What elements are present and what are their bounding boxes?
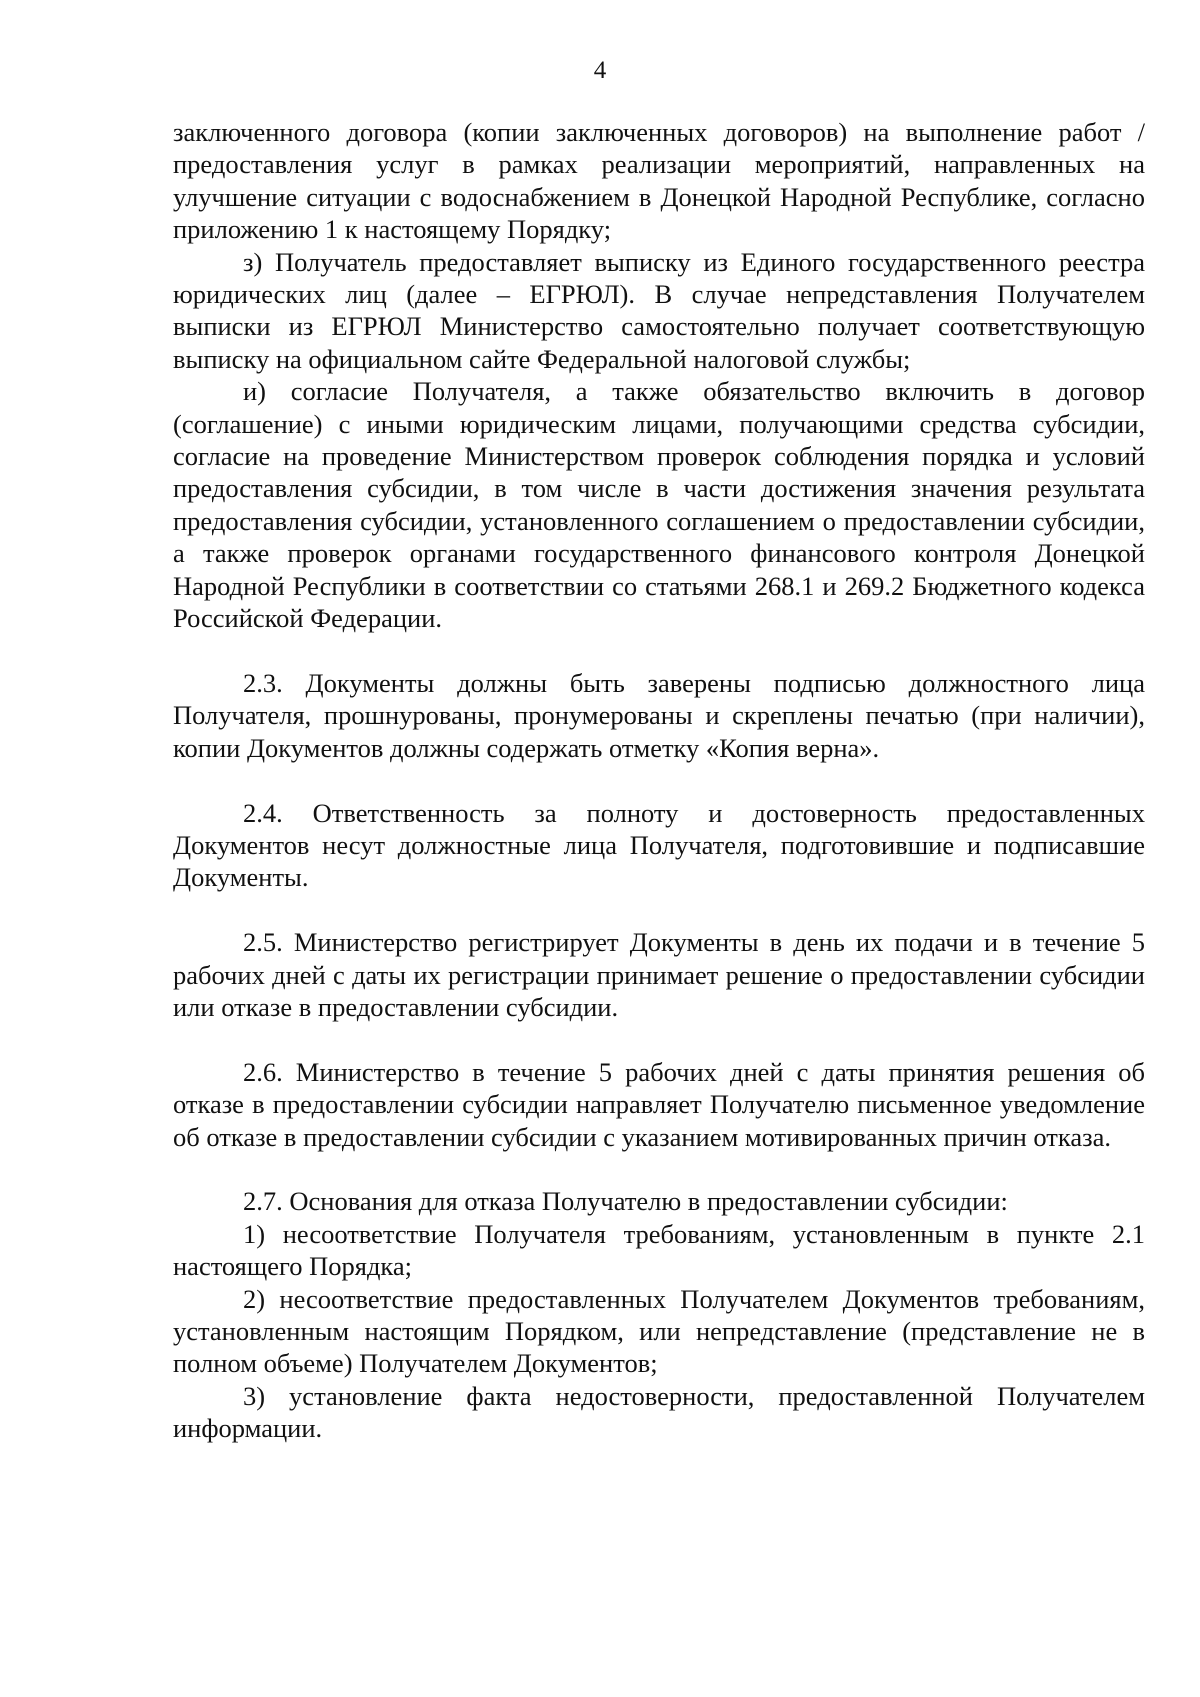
paragraph-2-7-item-2: 2) несоответствие предоставленных Получателем Документов требованиям, установленным настоящим Порядком, или непредставление (представление не в полном объеме) Получателем Документов; xyxy=(173,1283,1145,1379)
paragraph-2-5: 2.5. Министерство регистрирует Документы в день их подачи и в течение 5 рабочих дней с даты их регистрации принимает решение о предоставлении субсидии или отказе в предоставлении субсидии. xyxy=(173,927,1145,1022)
paragraph-2-4: 2.4. Ответственность за полноту и достоверность предоставленных Документов несут должностные лица Получателя, подготовившие и подписавшие Документы. xyxy=(173,797,1145,893)
paragraph-item-i: и) согласие Получателя, а также обязательство включить в договор (соглашение) с иными юридическим лицами, получающими средства субсидии, согласие на проведение Министерством проверок соблюдения порядка и условий предоставления субсидии, в том числе в части достижения значения результата предоставления субсидии, установленного соглашением о предоставлении субсидии, а также проверок органами государственного финансового контроля Донецкой Народной Республики в соответствии со статьями 268.1 и 269.2 Бюджетного кодекса Российской Федерации. xyxy=(173,376,1145,634)
paragraph-item-z: з) Получатель предоставляет выписку из Единого государственного реестра юридических лиц (далее – ЕГРЮЛ). В случае непредставления Получателем выписки из ЕГРЮЛ Министерство самостоятельно получает соответствующую выписку на официальном сайте Федеральной налоговой службы; xyxy=(173,246,1145,374)
paragraph-2-7-item-3: 3) установление факта недостоверности, предоставленной Получателем информации. xyxy=(173,1380,1145,1444)
paragraph-2-3: 2.3. Документы должны быть заверены подписью должностного лица Получателя, прошнурованы, пронумерованы и скреплены печатью (при наличии), копии Документов должны содержать отметку «Копия верна». xyxy=(173,667,1145,763)
paragraph-2-7: 2.7. Основания для отказа Получателю в предоставлении субсидии: xyxy=(243,1186,1008,1217)
paragraph-2-6: 2.6. Министерство в течение 5 рабочих дней с даты принятия решения об отказе в предоставлении субсидии направляет Получателю письменное уведомление об отказе в предоставлении субсидии с указанием мотивированных причин отказа. xyxy=(173,1056,1145,1152)
paragraph-2-7-item-1: 1) несоответствие Получателя требованиям, установленным в пункте 2.1 настоящего Порядка; xyxy=(173,1218,1145,1282)
page-number: 4 xyxy=(593,57,607,84)
paragraph-continuation: заключенного договора (копии заключенных договоров) на выполнение работ / предоставления услуг в рамках реализации мероприятий, направленных на улучшение ситуации с водоснабжением в Донецкой Народной Республике, согласно приложению 1 к настоящему Порядку; xyxy=(173,117,1145,245)
document-body xyxy=(173,116,1145,1445)
